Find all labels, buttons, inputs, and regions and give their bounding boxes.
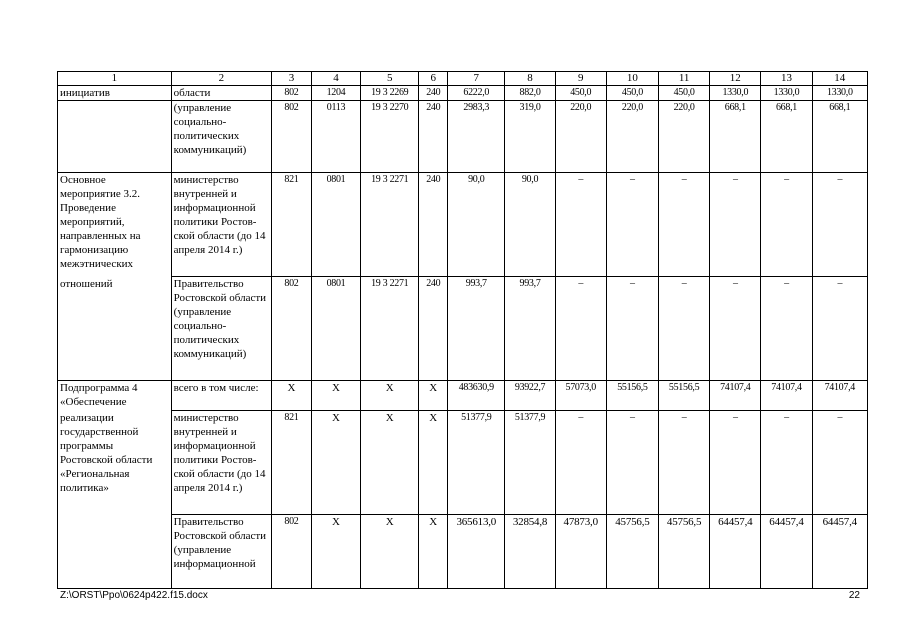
executor-cell: Правительство Ростовской области (управление социально-политических коммуникаций) (171, 277, 271, 381)
amount-cell: 32854,8 (505, 515, 555, 589)
grbs-code-cell: Х (272, 381, 312, 411)
section-code-cell: 0801 (311, 173, 360, 277)
amount-cell: 74107,4 (710, 381, 761, 411)
amount-cell: 47873,0 (555, 515, 606, 589)
section-code-cell: 1204 (311, 86, 360, 101)
amount-cell: – (659, 173, 710, 277)
amount-cell: 668,1 (710, 101, 761, 173)
header-row (58, 72, 868, 86)
amount-cell: 2983,3 (448, 101, 505, 173)
amount-cell: 74107,4 (812, 381, 867, 411)
grbs-code-cell: 802 (272, 277, 312, 381)
amount-cell: 1330,0 (812, 86, 867, 101)
amount-cell: 90,0 (505, 173, 555, 277)
amount-cell: – (659, 277, 710, 381)
amount-cell: 64457,4 (761, 515, 812, 589)
grbs-code-cell: 821 (272, 411, 312, 515)
amount-cell: – (710, 411, 761, 515)
target-code-cell: 19 3 2269 (361, 86, 419, 101)
amount-cell: 51377,9 (505, 411, 555, 515)
grbs-code-cell: 802 (272, 101, 312, 173)
expense-type-cell: Х (419, 411, 448, 515)
header-cell: 4 (311, 72, 360, 86)
amount-cell: – (812, 411, 867, 515)
table-row (58, 381, 868, 411)
section-code-cell: 0113 (311, 101, 360, 173)
expense-type-cell: 240 (419, 277, 448, 381)
header-cell: 14 (812, 72, 867, 86)
amount-cell: 483630,9 (448, 381, 505, 411)
table-row (58, 173, 868, 277)
expense-type-cell: 240 (419, 86, 448, 101)
expense-type-cell: 240 (419, 101, 448, 173)
header-cell: 13 (761, 72, 812, 86)
amount-cell: – (812, 277, 867, 381)
header-cell: 8 (505, 72, 555, 86)
expense-type-cell: 240 (419, 173, 448, 277)
amount-cell: – (555, 173, 606, 277)
measure-name-cell: отношений (58, 277, 172, 381)
target-code-cell: 19 3 2271 (361, 173, 419, 277)
amount-cell: – (555, 277, 606, 381)
amount-cell: 55156,5 (606, 381, 658, 411)
amount-cell: 993,7 (505, 277, 555, 381)
target-code-cell: 19 3 2271 (361, 277, 419, 381)
amount-cell: 45756,5 (606, 515, 658, 589)
amount-cell: 365613,0 (448, 515, 505, 589)
amount-cell: 993,7 (448, 277, 505, 381)
amount-cell: 668,1 (761, 101, 812, 173)
header-cell: 3 (272, 72, 312, 86)
target-code-cell: Х (361, 515, 419, 589)
header-cell: 10 (606, 72, 658, 86)
amount-cell: – (555, 411, 606, 515)
amount-cell: 220,0 (555, 101, 606, 173)
expense-type-cell: Х (419, 381, 448, 411)
target-code-cell: Х (361, 381, 419, 411)
executor-cell: министерство внутренней и информационной политики Ростов-ской области (до 14 апреля 2014 г.) (171, 173, 271, 277)
table-row (58, 515, 868, 589)
header-cell: 6 (419, 72, 448, 86)
executor-cell: области (171, 86, 271, 101)
table-row (58, 277, 868, 381)
amount-cell: 450,0 (659, 86, 710, 101)
measure-name-cell (58, 101, 172, 173)
header-cell: 7 (448, 72, 505, 86)
budget-table (57, 71, 868, 589)
executor-cell: всего в том числе: (171, 381, 271, 411)
section-code-cell: Х (311, 411, 360, 515)
amount-cell: – (710, 277, 761, 381)
header-cell: 12 (710, 72, 761, 86)
header-cell: 11 (659, 72, 710, 86)
amount-cell: 90,0 (448, 173, 505, 277)
amount-cell: 74107,4 (761, 381, 812, 411)
amount-cell: – (761, 411, 812, 515)
amount-cell: – (606, 173, 658, 277)
amount-cell: – (812, 173, 867, 277)
amount-cell: 450,0 (606, 86, 658, 101)
measure-name-cell: Подпрограмма 4 «Обеспечение (58, 381, 172, 411)
amount-cell: 220,0 (606, 101, 658, 173)
section-code-cell: 0801 (311, 277, 360, 381)
amount-cell: 64457,4 (710, 515, 761, 589)
measure-name-cell: Основное мероприятие 3.2. Проведение мероприятий, направленных на гармонизацию межэтнических (58, 173, 172, 277)
header-cell: 5 (361, 72, 419, 86)
amount-cell: 93922,7 (505, 381, 555, 411)
section-code-cell: Х (311, 515, 360, 589)
amount-cell: – (761, 173, 812, 277)
amount-cell: – (710, 173, 761, 277)
amount-cell: – (606, 411, 658, 515)
amount-cell: – (659, 411, 710, 515)
header-cell: 2 (171, 72, 271, 86)
amount-cell: – (761, 277, 812, 381)
section-code-cell: Х (311, 381, 360, 411)
amount-cell: 319,0 (505, 101, 555, 173)
amount-cell: 6222,0 (448, 86, 505, 101)
page-number: 22 (848, 590, 860, 601)
amount-cell: 1330,0 (761, 86, 812, 101)
measure-name-cell: инициатив (58, 86, 172, 101)
amount-cell: 57073,0 (555, 381, 606, 411)
amount-cell: 45756,5 (659, 515, 710, 589)
amount-cell: 1330,0 (710, 86, 761, 101)
table-row (58, 101, 868, 173)
grbs-code-cell: 802 (272, 515, 312, 589)
expense-type-cell: Х (419, 515, 448, 589)
amount-cell: 55156,5 (659, 381, 710, 411)
target-code-cell: 19 3 2270 (361, 101, 419, 173)
table-row (58, 86, 868, 101)
amount-cell: 220,0 (659, 101, 710, 173)
grbs-code-cell: 802 (272, 86, 312, 101)
amount-cell: 668,1 (812, 101, 867, 173)
table-row (58, 411, 868, 515)
document-file-path: Z:\ORST\Ppo\0624p422.f15.docx (60, 590, 208, 601)
executor-cell: (управление социально-политических коммуникаций) (171, 101, 271, 173)
amount-cell: – (606, 277, 658, 381)
amount-cell: 450,0 (555, 86, 606, 101)
amount-cell: 64457,4 (812, 515, 867, 589)
grbs-code-cell: 821 (272, 173, 312, 277)
target-code-cell: Х (361, 411, 419, 515)
executor-cell: Правительство Ростовской области (управление информационной (171, 515, 271, 589)
header-cell: 1 (58, 72, 172, 86)
header-cell: 9 (555, 72, 606, 86)
executor-cell: министерство внутренней и информационной политики Ростов-ской области (до 14 апреля 2014 г.) (171, 411, 271, 515)
measure-name-cell: реализации государственной программы Ростовской области «Региональная политика» (58, 411, 172, 515)
amount-cell: 882,0 (505, 86, 555, 101)
measure-name-cell (58, 515, 172, 589)
amount-cell: 51377,9 (448, 411, 505, 515)
